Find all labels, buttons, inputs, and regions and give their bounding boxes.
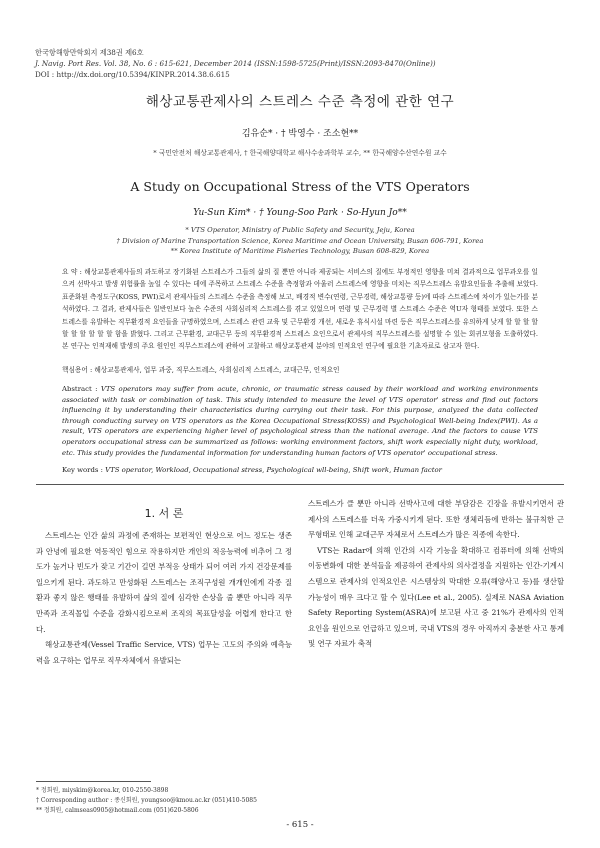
authors-korean: 김유순* · † 박영수 · 조소현** [241, 129, 359, 139]
body-column-left [36, 528, 292, 668]
affiliation-line: * VTS Operator, Ministry of Public Safety and Security, Jeju, Korea [185, 226, 415, 234]
paragraph: 해상교통관제(Vessel Traffic Service, VTS) 업무는 고도의 주의와 예측능력을 요구하는 업무로 직무자체에서 유발되는 [36, 640, 292, 665]
title-korean: 해상교통관제사의 스트레스 수준 측정에 관한 연구 [145, 94, 455, 110]
keywords-text: VTS operator, Workload, Occupational stress, Psychological wll-being, Shift work, Human factor [105, 466, 442, 474]
authors-english: Yu-Sun Kim* · † Young-Soo Park · So-Hyun Jo** [193, 208, 407, 218]
paragraph: VTS는 Radar에 의해 인간의 시각 기능을 확대하고 컴퓨터에 의해 선박의 이동변화에 대한 분석들을 제공하여 관제사의 의사결정을 지원하는 인간-기계시스템으로 관제사의 인적요인은 시스템상의 막대한 오류(해양사고 등)를 생산할 가능성이 매우 크다고 할 수 있다(Lee et al., 2005). 실제로 NASA Aviation Safety Reporting System(ASRA)에 보고된 사고 중 21%가 관제사의 인적요인을 원인으로 언급하고 있으며, 국내 VTS의 경우 아직까지 충분한 사고 통계 및 연구 자료가 축적 [308, 545, 564, 649]
paragraph: 스트레스가 클 뿐만 아니라 선박사고에 대한 부담감은 긴장을 유발시키면서 관제사의 스트레스를 더욱 가중시키게 된다. 또한 생체리듬에 반하는 불규칙한 근무형태로 인해 교대근무 자체로서 스트레스가 많은 직종에 속한다. [308, 499, 564, 540]
footnote: † Corresponding author : 종신회원, youngsoo@kmou.ac.kr (051)410-5085 [36, 797, 257, 804]
keywords-english [62, 466, 538, 474]
journal-name-ko: 한국항해항만학회지 제38권 제6호 [35, 48, 144, 57]
abstract-text: VTS operators may suffer from acute, chronic, or traumatic stress caused by their workload and working environments associated with task or combination of task. This study intended to measure the level of VTS operator' stress and find out factors influencing it by understanding their characteristics during carrying out their task. For this purpose, analyzed the data collected through conducting survey on VTS operators as the Korea Occupational Stress(KOSS) and Psychological Well-being Index(PWI). As a result, VTS operators are experiencing higher level of psychological stress than the national average. And the factors to cause VTS operators occupational stress can be summarized as follows: working environment factors, shift work especially night duty, workload, etc. This study provides the fundamental information for understanding human factors of VTS operator' occupational stress. [62, 385, 538, 457]
doi-link[interactable]: DOI : http://dx.doi.org/10.5394/KINPR.2014.38.6.615 [35, 70, 230, 79]
title-english: A Study on Occupational Stress of the VTS Operators [130, 179, 470, 194]
abstract-label: Abstract : [62, 385, 98, 393]
footnote: * 정회원, miyskim@korea.kr, 010-2550-3898 [36, 787, 169, 794]
paragraph: 스트레스는 인간 삶의 과정에 존재하는 보편적인 현상으로 어느 정도는 생존과 안녕에 필요한 역동적인 힘으로 작용하지만 개인의 적응능력에 비추어 그 정도가 높거나 빈도가 잦고 기간이 길면 부적응 상태가 되어 여러 가지 건강문제를 일으키게 된다. 과도하고 만성화된 스트레스는 조직구성원 개개인에게 각종 질환과 좋지 않은 행태를 유발하여 삶의 질에 심각한 손상을 줄 뿐만 아니라 직무만족과 조직몰입 수준을 감화시킴으로써 조직의 목표달성을 어렵게 한다고 한다. [36, 531, 292, 634]
journal-citation: J. Navig. Port Res. Vol. 38, No. 6 : 615-621, December 2014 (ISSN:1598-5725(Print)/ISSN:2093-8470(Online)) [35, 59, 436, 68]
journal-header [35, 47, 575, 80]
footnotes [36, 786, 336, 816]
section-divider [36, 484, 564, 485]
page-number: - 615 - [286, 820, 314, 830]
keywords-label: Key words : [62, 466, 103, 474]
affiliation-line: ** Korea Institute of Maritime Fisheries Technology, Busan 608-829, Korea [170, 247, 430, 255]
affiliation-line: † Division of Marine Transportation Science, Korea Maritime and Ocean University, Busan 606-791, Korea [116, 236, 484, 245]
keywords-korean: 핵심용어 : 해상교통관제사, 업무 과중, 직무스트레스, 사회심리적 스트레스, 교대근무, 인적요인 [62, 366, 340, 374]
abstract-english [62, 384, 538, 458]
abstract-korean: 요 약 : 해상교통관제사들의 과도하고 장기화된 스트레스가 그들의 삶의 질 뿐만 아니라 제공되는 서비스의 질에도 부정적인 영향을 미쳐 결과적으로 업무과오를 일으켜 선박사고 발생 위험률을 높일 수 있다는 데에 주목하고 스트레스 수준을 측정함과 아울러 스트레스에 영향을 미치는 직무스트레스 유발요인들을 추출해 보았다. 표준화된 측정도구(KOSS, PWI)로서 관제사들의 스트레스 수준을 측정해 보고, 배경적 변수(연령, 근무경력, 해상교통량 등)에 따라 스트레스에 차이가 있는가를 분석하였다. 그 결과, 관제사들은 일반인보다 높은 수준의 사회심리적 스트레스를 겪고 있었으며 연령 및 근무경력 별 스트레스 수준은 역U자 형태를 보였다. 또한 스트레스를 유발하는 직무환경적 요인들을 규명하였으며, 스트레스 관련 교육 및 근무환경 개선, 새로운 휴식시설 마련 등은 직무스트레스를 유의하게 낮게 할 할 할 할 할 할 할 할 할 할 함을 밝혔다. 그리고 근무환경, 교대근무 등의 직무환경적 스트레스 요인으로서 관제사의 직무스트레스를 설명할 수 있는 회귀모형을 도출하였다. 본 연구는 인적재해 발생의 주요 원인인 직무스트레스에 관하여 고찰하고 해상교통관제 분야의 인적요인 연구에 필요한 기초자료로 삼고자 한다. [62, 268, 538, 351]
affiliations-english [0, 225, 600, 257]
body-column-right [308, 496, 564, 652]
section-heading: 1. 서 론 [144, 507, 184, 520]
footnote-divider [36, 781, 151, 782]
footnote: ** 정회원, calmseas0905@hotmail.com (051)620-5806 [36, 807, 199, 814]
affiliations-korean: * 국민안전처 해상교통관제사, † 한국해양대학교 해사수송과학부 교수, ** 한국해양수산연수원 교수 [153, 149, 447, 157]
